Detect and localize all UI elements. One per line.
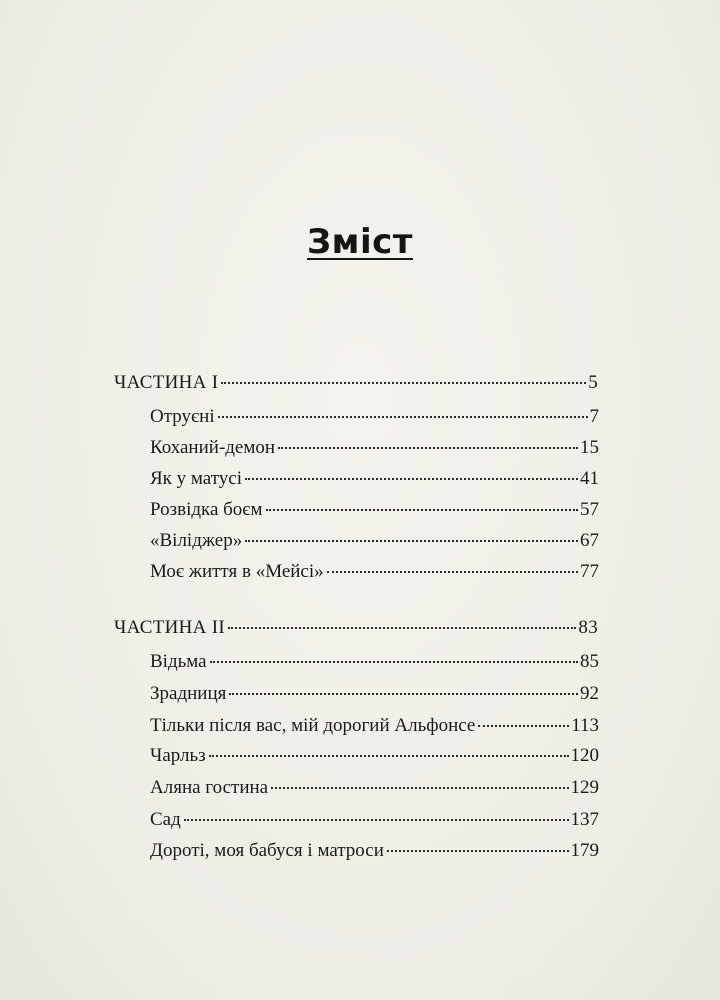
dot-leader [245, 540, 578, 542]
toc-entry-label: Моє життя в «Мейсі» [150, 561, 324, 582]
toc-entry [150, 437, 599, 465]
toc-entry-page: 15 [580, 437, 599, 458]
toc-entry [150, 745, 599, 773]
toc-entry-page: 77 [580, 561, 599, 582]
toc-entry-label: Коханий-демон [150, 437, 276, 458]
dot-leader [327, 571, 578, 573]
toc-entry [150, 777, 599, 805]
toc-entry [150, 499, 599, 527]
dot-leader [228, 627, 576, 629]
dot-leader [209, 755, 569, 757]
toc-entry-label: Розвідка боєм [150, 499, 263, 520]
toc-entry-label: Відьма [150, 651, 207, 672]
toc-part-label: ЧАСТИНА І [114, 372, 219, 393]
dot-leader [218, 416, 588, 418]
toc-entry-page: 57 [580, 499, 599, 520]
toc-entry-label: Зрадниця [150, 683, 227, 704]
toc-entry-label: Чарльз [150, 745, 206, 766]
toc-entry [150, 683, 599, 711]
dot-leader [278, 447, 578, 449]
toc-entry-label: Дороті, моя бабуся і матроси [150, 840, 384, 861]
toc-entry [150, 809, 599, 837]
dot-leader [210, 661, 578, 663]
toc-part-label: ЧАСТИНА ІІ [114, 617, 225, 638]
dot-leader [266, 509, 579, 511]
toc-part-page: 5 [588, 372, 598, 393]
toc-entry-page: 129 [570, 777, 599, 798]
toc-entry-label: Як у матусі [150, 468, 243, 489]
toc-entry [150, 406, 599, 434]
toc-part-page: 83 [578, 617, 598, 638]
dot-leader [245, 478, 578, 480]
toc-entry-page: 92 [580, 683, 599, 704]
toc-entry-label: Тільки після вас, мій дорогий Альфонсе [150, 715, 476, 736]
toc-entry [150, 840, 599, 868]
dot-leader [387, 850, 569, 852]
toc-entry-page: 120 [570, 745, 599, 766]
dot-leader [184, 819, 569, 821]
toc-entry-label: Отруєні [150, 406, 215, 427]
toc-entry-page: 7 [589, 406, 599, 427]
toc-entry-label: «Віліджер» [150, 530, 243, 551]
toc-entry-label: Аляна гостина [150, 777, 269, 798]
dot-leader [221, 382, 586, 384]
toc-entry-page: 113 [571, 715, 599, 736]
toc-entry [150, 561, 599, 589]
toc-entry-page: 85 [580, 651, 599, 672]
toc-entry-label: Сад [150, 809, 181, 830]
toc-entry [150, 530, 599, 558]
page-title: Зміст [307, 222, 413, 262]
toc-entry-page: 67 [580, 530, 599, 551]
dot-leader [271, 787, 568, 789]
toc-entry-page: 179 [570, 840, 599, 861]
dot-leader [229, 693, 578, 695]
toc-entry [150, 468, 599, 496]
toc-entry-page: 41 [580, 468, 599, 489]
toc-entry [150, 715, 599, 743]
toc-part [114, 372, 598, 400]
dot-leader [478, 725, 569, 727]
toc-entry [150, 651, 599, 679]
toc-part [114, 617, 598, 645]
toc-entry-page: 137 [570, 809, 599, 830]
